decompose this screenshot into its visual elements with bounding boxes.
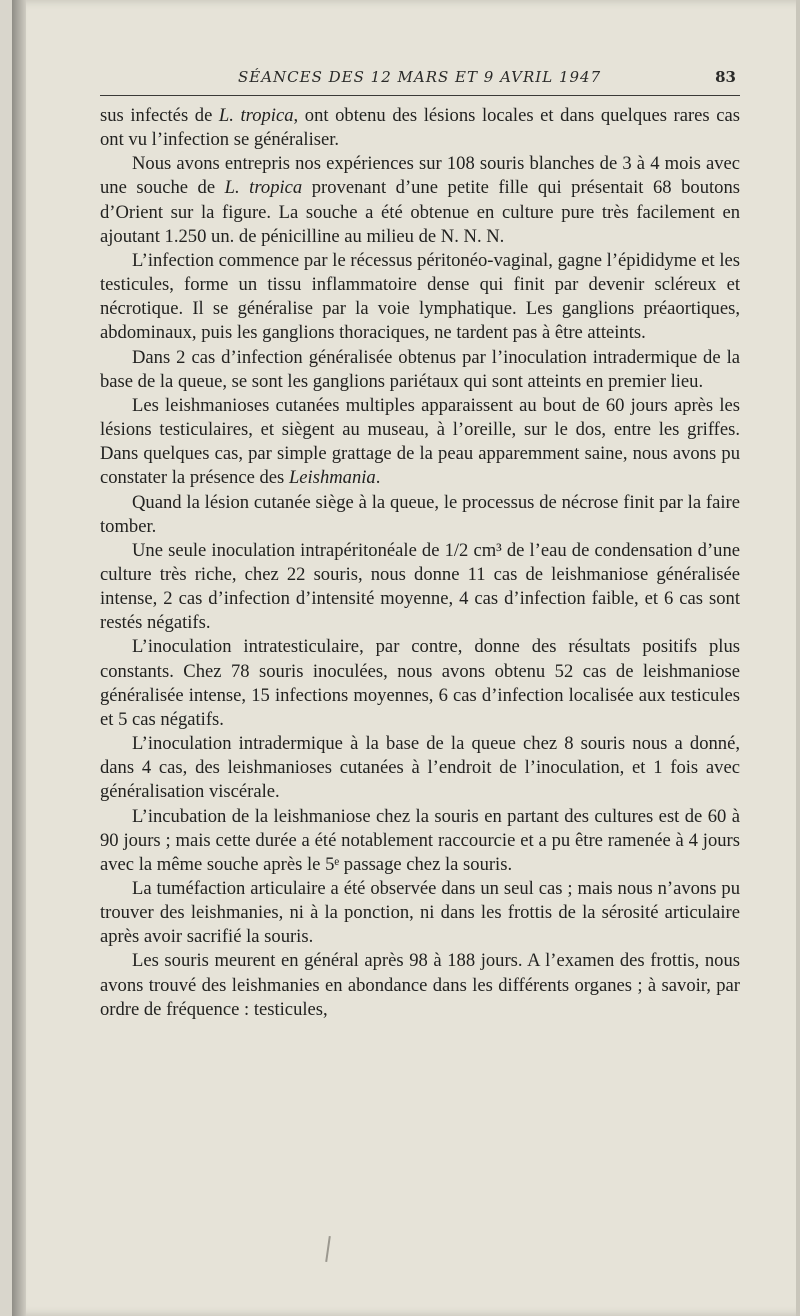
paragraph-p2 <box>100 152 740 249</box>
text-run: . <box>375 467 381 489</box>
paragraph-p8 <box>100 635 740 732</box>
running-title: SÉANCES DES 12 MARS ET 9 AVRIL 1947 <box>238 68 602 86</box>
paragraph-p10 <box>100 805 740 877</box>
paragraph-p12 <box>100 949 740 1021</box>
text-run: Les leishmanioses cutanées multiples apparaissent au bout de 60 jours après les lésions testiculaires, et siègent au museau, à l’oreille, sur le dos, entre les griffes. Dans quelques cas, par simple grattage de la peau apparemment saine, nous avons pu constater la présence des <box>100 394 740 489</box>
text-run: Quand la lésion cutanée siège à la queue, le processus de nécrose finit par la faire tomber. <box>100 491 740 537</box>
paragraph-p4 <box>100 346 740 394</box>
italic-term: Leishmania <box>288 467 376 489</box>
page-binding-shadow <box>12 0 26 1316</box>
text-run: , ont obtenu des lésions locales et dans quelques rares cas ont vu l’infection se généraliser. <box>100 105 740 151</box>
paragraph-p11 <box>100 877 740 949</box>
text-run: Les souris meurent en général après 98 à 188 jours. A l’examen des frottis, nous avons trouvé des leishmanies en abondance dans les différents organes ; à savoir, par ordre de fréquence : testicules, <box>100 950 740 1020</box>
article-body <box>100 104 740 1022</box>
text-run: Dans 2 cas d’infection généralisée obtenus par l’inoculation intradermique de la base de la queue, se sont les ganglions pariétaux qui sont atteints en premier lieu. <box>100 346 740 392</box>
paragraph-p9 <box>100 732 740 804</box>
text-run: Nous avons entrepris nos expériences sur 108 souris blanches de 3 à 4 mois avec une souche de <box>100 153 740 199</box>
text-run: provenant d’une petite fille qui présentait 68 boutons d’Orient sur la figure. La souche a été obtenue en culture pure très facilement en ajoutant 1.250 un. de pénicilline au milieu de N. N. N. <box>100 177 740 247</box>
text-run: L’incubation de la leishmaniose chez la souris en partant des cultures est de 60 à 90 jours ; mais cette durée a été notablement raccourcie et a pu être ramenée à 4 jours avec la même souche après le 5ᵉ passage chez la souris. <box>100 805 740 875</box>
header-rule <box>100 95 740 96</box>
paragraph-p1 <box>100 104 740 152</box>
page-number: 83 <box>715 68 736 86</box>
italic-term: L. tropica <box>224 177 303 199</box>
text-run: La tuméfaction articulaire a été observée dans un seul cas ; mais nous n’avons pu trouver des leishmanies, ni à la ponction, ni dans les frottis de la sérosité articulaire après avoir sacrifié la souris. <box>100 878 740 948</box>
running-header <box>100 64 740 90</box>
paragraph-p5 <box>100 394 740 491</box>
text-run: sus infectés de <box>100 105 219 126</box>
italic-term: L. tropica <box>218 105 294 126</box>
text-run: L’infection commence par le récessus péritonéo-vaginal, gagne l’épididyme et les testicules, forme un tissu inflammatoire dense qui finit par devenir scléreux et nécrotique. Il se généralise par la voie lymphatique. Les ganglions préaortiques, abdominaux, puis les ganglions thoraciques, ne tardent pas à être atteints. <box>100 249 740 344</box>
text-run: L’inoculation intradermique à la base de la queue chez 8 souris nous a donné, dans 4 cas, des leishmanioses cutanées à l’endroit de l’inoculation, et 1 fois avec généralisation viscérale. <box>100 733 740 803</box>
paragraph-p3 <box>100 249 740 346</box>
paragraph-p6 <box>100 491 740 539</box>
page-right-edge <box>796 0 800 1316</box>
text-run: Une seule inoculation intrapéritonéale de 1/2 cm³ de l’eau de condensation d’une culture très riche, chez 22 souris, nous donne 11 cas de leishmaniose généralisée intense, 2 cas d’infection d’intensité moyenne, 4 cas d’infection faible, et 6 cas sont restés négatifs. <box>100 539 740 634</box>
text-run: L’inoculation intratesticulaire, par contre, donne des résultats positifs plus constants. Chez 78 souris inoculées, nous avons obtenu 52 cas de leishmaniose généralisée intense, 15 infections moyennes, 6 cas d’infection localisée aux testicules et 5 cas négatifs. <box>100 636 740 730</box>
paragraph-p7 <box>100 539 740 636</box>
